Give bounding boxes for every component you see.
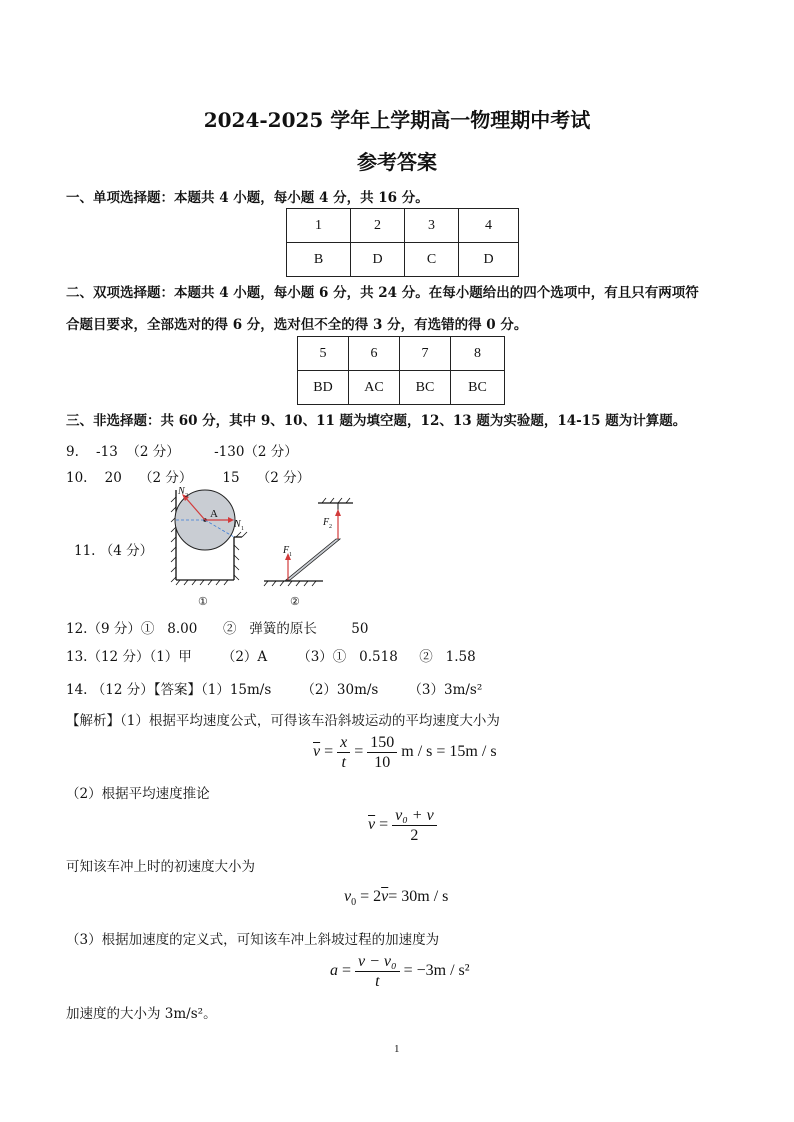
eq1-t: t: [341, 754, 346, 771]
table-cell: 1: [287, 209, 351, 243]
eq1-den: 10: [374, 754, 391, 771]
solution-initial-velocity-text: 可知该车冲上时的初速度大小为: [66, 859, 255, 875]
solution-part2-text: （2）根据平均速度推论: [66, 786, 210, 802]
eq1-x: x: [337, 733, 350, 753]
eq2-den: 2: [410, 827, 419, 844]
figure-label-1: ①: [198, 595, 208, 608]
label-N2: N: [178, 486, 185, 497]
label-F2: F: [323, 517, 330, 528]
table-cell: 6: [349, 337, 400, 371]
label-A: A: [210, 508, 218, 520]
answer-q13: 13.（12 分）（1）甲 （2）A （3）① 0.518 ② 1.58: [66, 649, 476, 665]
page-subtitle: 参考答案: [357, 150, 437, 174]
table-cell: AC: [349, 371, 400, 405]
page-number: 1: [394, 1043, 400, 1055]
answer-q14: 14. （12 分）【答案】（1）15m/s （2）30m/s （3）3m/s²: [66, 682, 483, 698]
table-cell: 2: [351, 209, 405, 243]
diagram-hanging-rod: [264, 498, 353, 608]
solution-part3-text: （3）根据加速度的定义式，可知该车冲上斜坡过程的加速度为: [66, 932, 440, 948]
label-F2-sub: 2: [329, 524, 332, 530]
solution-part1-text: 【解析】（1）根据平均速度公式，可得该车沿斜坡运动的平均速度大小为: [66, 713, 500, 729]
eq1-num: 150: [367, 733, 397, 753]
table-cell: BC: [451, 371, 505, 405]
answer-q11: 11. （4 分）: [74, 543, 154, 559]
equation-average-velocity: $\overline{v}$ = $\frac{x}{t}$ = $\frac{150}{10}$ m / s = 15m / s: [313, 734, 497, 771]
force-diagram-figure: [168, 485, 383, 610]
solution-conclusion: 加速度的大小为 3m/s²。: [66, 1006, 217, 1022]
answer-q9: 9. -13 （2 分） -130（2 分）: [66, 444, 298, 460]
table-cell: D: [351, 243, 405, 277]
answer-q12: 12.（9 分）① 8.00 ② 弹簧的原长 50: [66, 621, 369, 637]
section-3-heading: 三、非选择题：共 60 分，其中 9、10、11 题为填空题，12、13 题为实验题，14-15 题为计算题。: [66, 413, 687, 429]
table-cell: 7: [400, 337, 451, 371]
label-F1: F: [283, 545, 290, 556]
eq4-num: v − v₀: [355, 952, 400, 972]
table-cell: 8: [451, 337, 505, 371]
section-1-heading: 一、单项选择题：本题共 4 小题，每小题 4 分，共 16 分。: [66, 190, 429, 206]
eq1-rest: m / s = 15m / s: [401, 743, 497, 761]
eq2-num: v₀ + v: [392, 806, 437, 826]
diagram-ball-in-box: [171, 486, 247, 608]
eq3-rest: = 30m / s: [388, 888, 449, 905]
table-cell: BD: [298, 371, 349, 405]
label-N1: N: [234, 519, 241, 530]
section-2-heading-line2: 合题目要求，全部选对的得 6 分，选对但不全的得 3 分，有选错的得 0 分。: [66, 317, 528, 333]
answer-q10: 10. 20 （2 分） 15 （2 分）: [66, 470, 311, 486]
label-F1-sub: 1: [289, 552, 292, 558]
equation-initial-velocity: $v_0 = 2\overline{v}= 30m / s$: [344, 888, 449, 909]
table-cell: C: [405, 243, 459, 277]
page-title: 2024-2025 学年上学期高一物理期中考试: [203, 108, 591, 132]
equation-acceleration: a = $\frac{\text{v − v₀}}{t}$ = −3m / s²: [330, 953, 470, 990]
equation-velocity-inference: $\overline{v}$ = $\frac{\text{v₀ + v}}{2}$: [368, 806, 437, 845]
table-cell: BC: [400, 371, 451, 405]
answer-table-2: [297, 336, 505, 405]
table-cell: D: [459, 243, 519, 277]
eq4-rest: = −3m / s²: [403, 962, 470, 980]
section-2-heading-line1: 二、双项选择题：本题共 4 小题，每小题 6 分，共 24 分。在每小题给出的四个选项中，有且只有两项符: [66, 285, 699, 301]
table-cell: 5: [298, 337, 349, 371]
eq4-den: t: [375, 973, 380, 990]
label-N2-sub: 2: [185, 493, 188, 499]
table-cell: 3: [405, 209, 459, 243]
figure-label-2: ②: [290, 595, 300, 608]
answer-table-1: [286, 208, 519, 277]
table-cell: 4: [459, 209, 519, 243]
label-N1-sub: 1: [241, 526, 244, 532]
table-cell: B: [287, 243, 351, 277]
